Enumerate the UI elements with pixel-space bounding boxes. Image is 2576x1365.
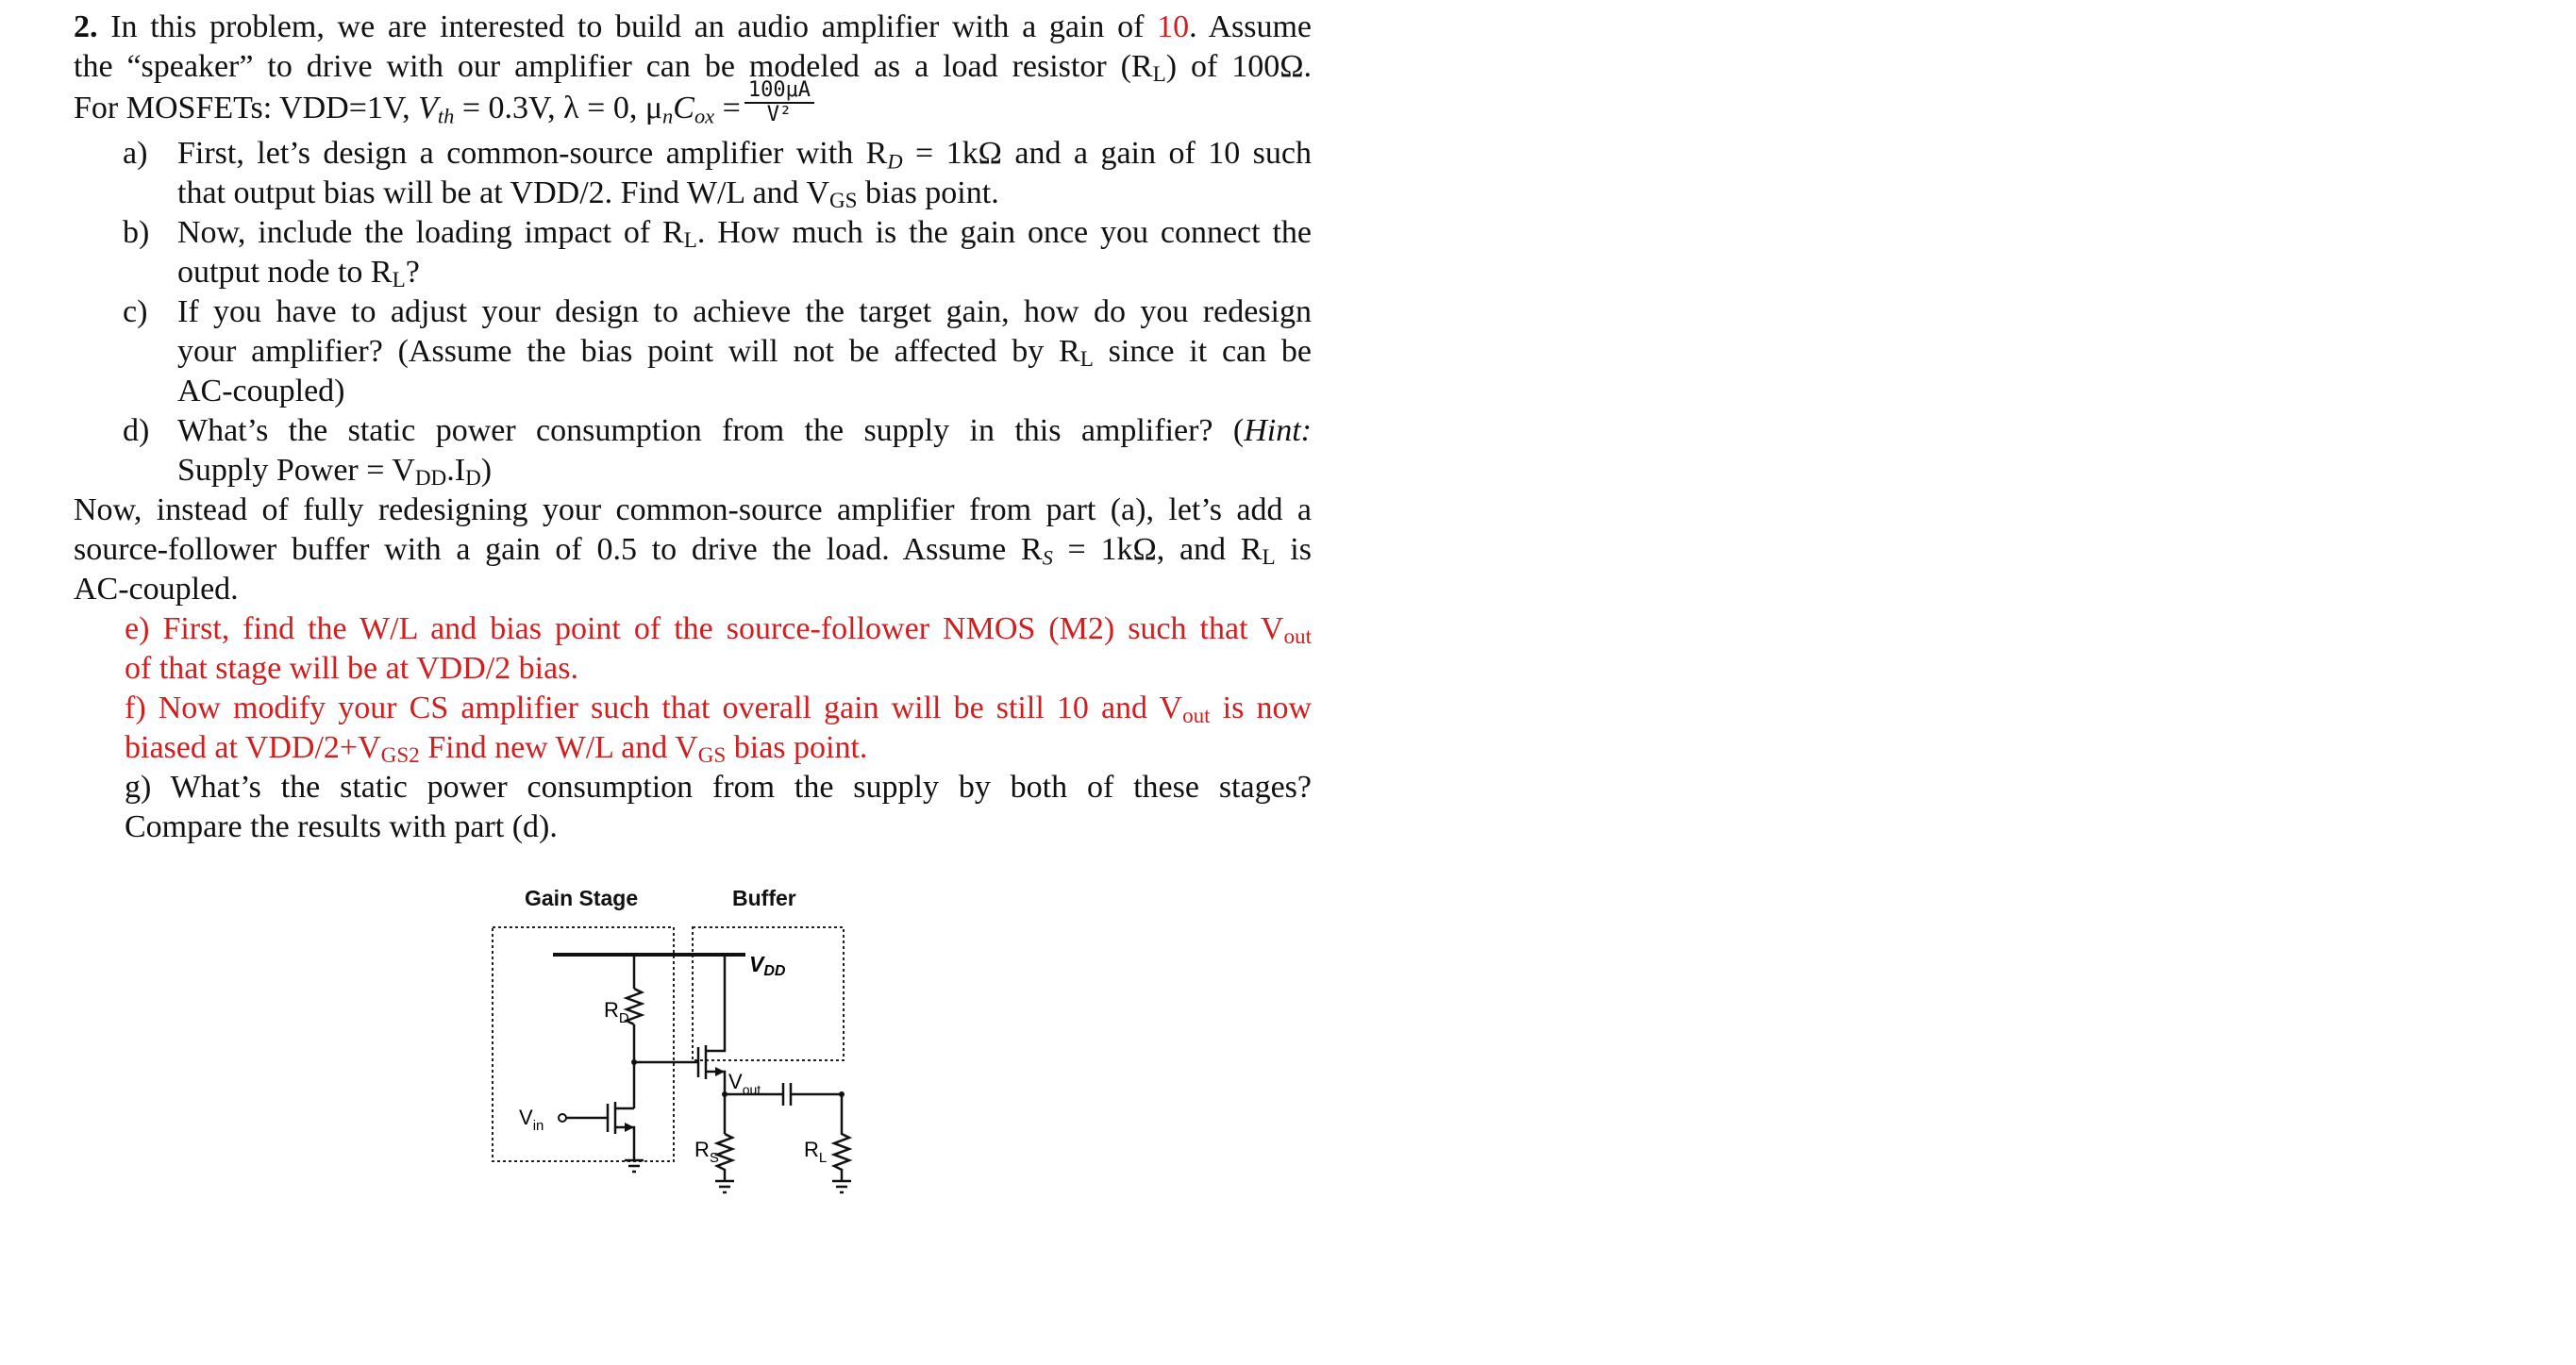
problem-intro-line-1 (74, 8, 1312, 47)
cox-subscript: ox (694, 104, 715, 128)
vdd-subscript: DD (414, 466, 447, 491)
intro-line-2-text: the “speaker” to drive with our amplifier can be modeled as a load resistor (R (74, 49, 1153, 84)
m2-source (706, 1072, 725, 1134)
fraction-denominator: V² (766, 103, 793, 126)
rl-text (804, 1138, 827, 1166)
vgs-subscript: GS (697, 743, 727, 769)
rd-text (604, 998, 629, 1026)
rl-subscript: L (1079, 347, 1094, 373)
middle-line-2 (74, 530, 1312, 570)
part-b-text-2: output node to R (177, 255, 393, 290)
part-a-line-1 (177, 134, 1312, 174)
part-a-text-1: First, let’s design a common-source amplifier with R (177, 136, 888, 171)
part-a-text-1-tail: = 1kΩ and a gain of 10 such (902, 136, 1313, 171)
buffer-box (693, 927, 844, 1060)
part-g-line-1 (125, 768, 1312, 807)
mosfet-params-line (74, 78, 1312, 134)
vth-subscript: th (437, 104, 455, 128)
rl-label: R (804, 1138, 819, 1161)
vout-node (722, 1091, 728, 1097)
buffer-label: Buffer (732, 886, 796, 910)
rd-label: R (604, 998, 619, 1022)
part-a-text-2: that output bias will be at VDD/2. Find W/L and V (177, 175, 829, 210)
part-c-text-2: your amplifier? (Assume the bias point will not be affected by R (177, 334, 1080, 369)
part-g (74, 768, 1312, 847)
part-f-label: f) (125, 691, 146, 725)
middle-line-1: Now, instead of fully redesigning your common-source amplifier from part (a), let’s add a (74, 492, 1312, 527)
middle-text-2: source-follower buffer with a gain of 0.5 to drive the load. Assume R (74, 532, 1043, 567)
part-d (74, 411, 1312, 491)
part-g-text-1: What’s the static power consumption from the supply by both of these stages? (170, 770, 1312, 805)
part-a-line-2 (177, 174, 1312, 213)
part-g-label: g) (125, 770, 152, 805)
vth-equation: = 0.3V, λ = 0, μ (454, 90, 663, 125)
part-d-line-1 (177, 411, 1312, 451)
vout-label: V (728, 1070, 743, 1093)
rd-subscript: D (618, 1010, 629, 1026)
part-a (74, 134, 1312, 213)
vout-subscript: out (742, 1082, 761, 1097)
equals-sign: = (714, 90, 741, 125)
part-c-label: c) (123, 294, 148, 329)
rd-subscript: D (887, 149, 903, 174)
vin-terminal (559, 1114, 566, 1122)
part-d-text-2-tail: ) (480, 453, 493, 488)
m2-arrow (715, 1067, 725, 1076)
fraction-numerator: 100μA (744, 79, 814, 104)
part-d-text-2-mid: .I (446, 453, 466, 488)
vdd-label: V (749, 952, 764, 976)
vgs-subscript: GS (828, 189, 858, 214)
part-b-text-1-tail: . How much is the gain once you connect the (696, 215, 1313, 250)
rl-subscript: L (392, 268, 406, 293)
part-f-line-1 (125, 689, 1312, 728)
part-f-line-2 (125, 728, 1312, 768)
gain-stage-label: Gain Stage (525, 886, 639, 910)
vdd-subscript: DD (763, 963, 786, 979)
part-d-line-2 (177, 451, 1312, 491)
target-gain: 10 (1157, 9, 1190, 44)
part-c-line-3: AC-coupled) (177, 374, 345, 408)
vout-subscript: out (1283, 624, 1312, 650)
rl-subscript: L (1262, 545, 1276, 571)
middle-text-2-tail: is (1275, 532, 1312, 567)
m1-source (615, 1127, 634, 1160)
part-f-text-1-tail: is now (1210, 691, 1312, 725)
vin-text (519, 1106, 544, 1134)
middle-text-2-mid: = 1kΩ, and R (1052, 532, 1263, 567)
part-c (74, 292, 1312, 411)
rl-resistor (834, 1094, 849, 1181)
intro-text-end: . Assume (1189, 9, 1313, 44)
vth-symbol: V (418, 90, 438, 125)
mu-subscript: n (662, 104, 674, 128)
rs-resistor (717, 1134, 732, 1181)
part-d-text-1: What’s the static power consumption from the supply in this amplifier? ( (177, 413, 1245, 448)
problem-intro-line-2 (74, 47, 1312, 87)
part-a-text-2-tail: bias point. (857, 175, 999, 210)
middle-line-3: AC-coupled. (74, 572, 239, 607)
part-a-label: a) (123, 136, 148, 171)
mosfet-prefix: For MOSFETs: VDD=1V, (74, 90, 410, 125)
mobility-fraction (744, 79, 814, 126)
vdd-text (749, 952, 786, 979)
part-d-label: d) (123, 413, 150, 448)
part-e (74, 609, 1312, 689)
id-subscript: D (465, 466, 481, 491)
part-f-text-2-mid: Find new W/L and V (419, 730, 698, 765)
rs-label: R (694, 1138, 710, 1161)
part-e-line-1 (125, 609, 1312, 649)
rs-text (694, 1138, 719, 1166)
vout-text (728, 1070, 761, 1097)
hint-label: Hint: (1244, 413, 1312, 448)
rs-subscript: S (1042, 545, 1053, 570)
rs-subscript: S (709, 1150, 719, 1166)
part-b-line-2 (177, 253, 1312, 292)
rl-subscript: L (683, 228, 697, 254)
rl-subscript: L (818, 1150, 828, 1166)
rl-subscript: L (1152, 62, 1166, 88)
part-f-text-2: biased at VDD/2+V (125, 730, 381, 765)
problem-document (74, 8, 1312, 847)
part-b-label: b) (123, 215, 150, 250)
part-g-line-2: Compare the results with part (d). (125, 809, 558, 844)
part-b (74, 213, 1312, 292)
part-c-line-1: If you have to adjust your design to achieve the target gain, how do you redesign (177, 294, 1312, 329)
vin-label: V (519, 1106, 533, 1129)
vgs2-subscript: GS2 (380, 743, 420, 769)
circuit-diagram (472, 877, 906, 1217)
vin-subscript: in (532, 1118, 544, 1134)
part-e-label: e) (125, 611, 150, 646)
part-f (74, 689, 1312, 768)
vout-subscript: out (1182, 704, 1211, 729)
intro-line-2-end: ) of 100Ω. (1165, 49, 1312, 84)
part-f-text-2-tail: bias point. (726, 730, 868, 765)
part-d-text-2: Supply Power = V (177, 453, 415, 488)
problem-number: 2. (74, 9, 98, 44)
circuit-schematic (472, 877, 906, 1217)
part-b-text-2-tail: ? (405, 255, 420, 290)
part-b-line-1 (177, 213, 1312, 253)
m1-arrow (625, 1123, 634, 1132)
gain-output-node (631, 1059, 637, 1065)
part-c-text-2-tail: since it can be (1093, 334, 1312, 369)
part-f-text-1: Now modify your CS amplifier such that overall gain will be still 10 and V (158, 691, 1183, 725)
part-c-line-2 (177, 332, 1312, 372)
cox-symbol: C (673, 90, 694, 125)
part-e-line-2: of that stage will be at VDD/2 bias. (125, 651, 578, 686)
part-e-text-1: First, find the W/L and bias point of the source-follower NMOS (M2) such that V (162, 611, 1284, 646)
part-b-text-1: Now, include the loading impact of R (177, 215, 684, 250)
intro-text: In this problem, we are interested to build an audio amplifier with a gain of (110, 9, 1145, 44)
m2-drain (706, 955, 725, 1051)
